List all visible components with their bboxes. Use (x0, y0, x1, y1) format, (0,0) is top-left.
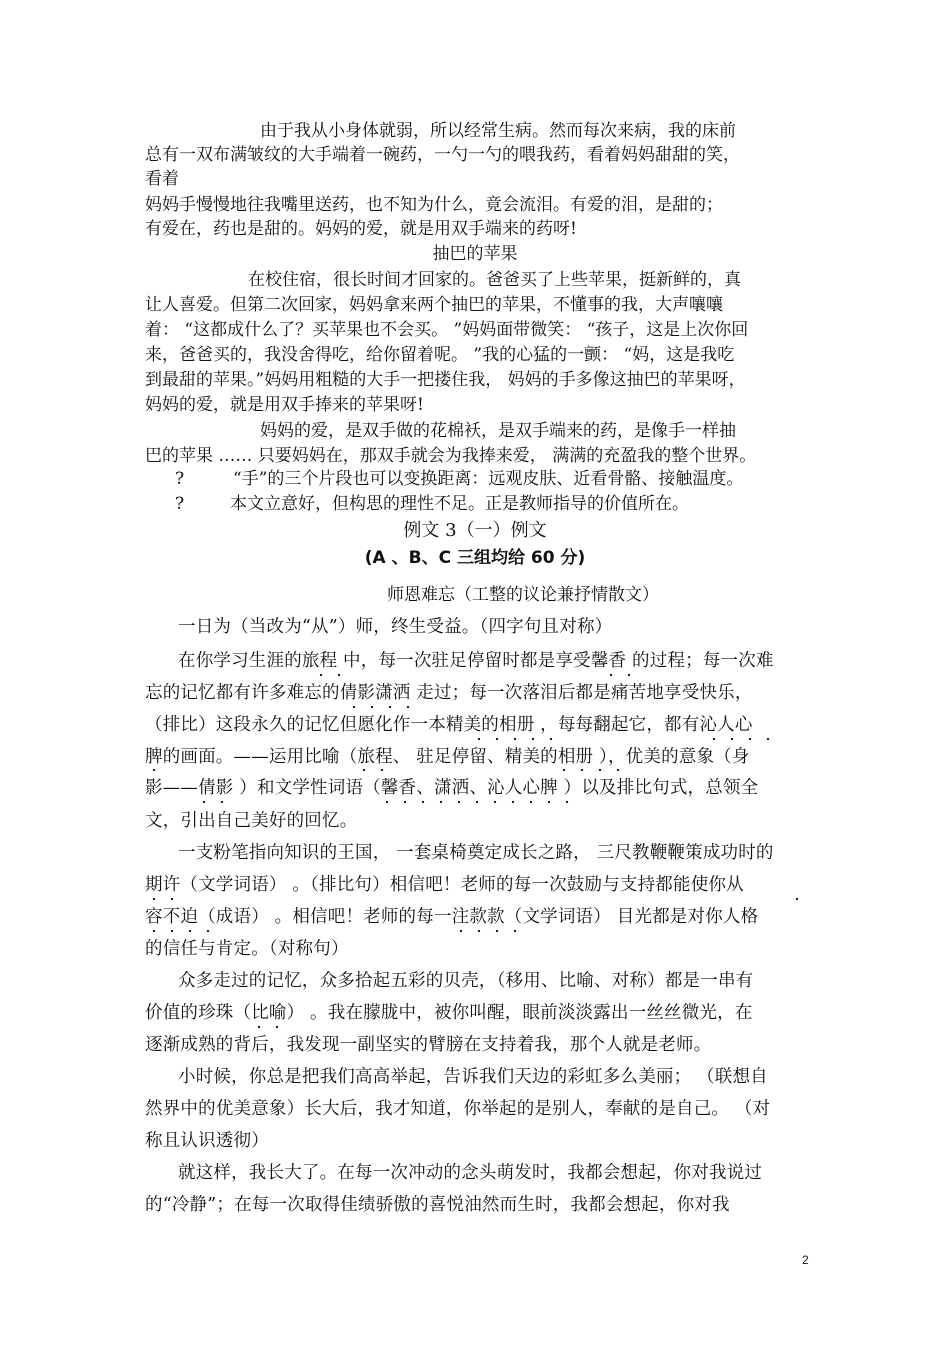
apple-line-3: 着： “这都成什么了？买苹果也不会买。 ”妈妈面带微笑： “孩子，这是上次你回 (145, 320, 749, 340)
page-number: 2 (802, 1253, 809, 1267)
body-p4-line-3: 逐渐成熟的背后，我发现一副坚实的臂膀在支持着我，那个人就是老师。 (145, 1035, 712, 1055)
bullet-mark-2: ? (175, 494, 185, 514)
body-p3-line-4: 的信任与肯定。（对称句） (145, 939, 349, 959)
emphasis-dots (195, 800, 231, 804)
emphasis-dots (312, 673, 348, 677)
summary-line-2: 巴的苹果 …… 只要妈妈在，那双手就会为我捧来爱， 满满的充盈我的整个世界。 (145, 446, 757, 466)
body-p5-line-1: 小时候，你总是把我们高高举起，告诉我们天边的彩虹多么美丽； （联想自 (178, 1067, 768, 1087)
example-scores: (A 、B、C 三组均给 60 分) (364, 548, 586, 568)
body-p4-line-2: 价值的珍珠（比喻） 。我在朦胧中，被你叫醒，眼前淡淡露出一丝丝微光，在 (145, 1003, 753, 1023)
apple-line-6: 妈妈的爱，就是用双手捧来的苹果呀! (145, 395, 424, 415)
top-line-2: 总有一双布满皱纹的大手端着一碗药，一勺一勺的喂我药，看着妈妈甜甜的笑， (145, 145, 740, 165)
bullet-text-2: 本文立意好，但构思的理性不足。正是教师指导的价值所在。 (230, 494, 689, 514)
emphasis-dots (378, 800, 576, 804)
emphasis-dots (355, 768, 391, 772)
emphasis-dots (788, 897, 806, 901)
apple-line-4: 来，爸爸买的，我没舍得吃，给你留着呢。 ”我的心猛的一颤： “妈，这是我吃 (145, 345, 735, 365)
body-p3-line-2: 期许（文学词语） 。（排比句）相信吧！老师的每一次鼓励与支持都能使你从 (145, 875, 744, 895)
essay-title: 师恩难忘（工整的议论兼抒情散文） (387, 585, 659, 605)
body-p3-line-3: 容不迫（成语） 。相信吧！老师的每一注款款（文学词语） 目光都是对你人格 (145, 907, 759, 927)
body-p4-line-1: 众多走过的记忆，众多拾起五彩的贝壳，（移用、比喻、对称）都是一串有 (178, 971, 754, 991)
emphasis-dots (705, 737, 777, 741)
body-p2-line-1: 在你学习生涯的旅程 中，每一次驻足停留时都是享受馨香 的过程；每一次难 (178, 651, 774, 671)
body-p5-line-3: 称且认识透彻） (145, 1131, 269, 1151)
emphasis-dots (555, 768, 627, 772)
emphasis-dots (452, 929, 524, 933)
bullet-text-1: “手”的三个片段也可以变换距离：远观皮肤、近看骨骼、接触温度。 (233, 469, 744, 489)
body-p2-line-3: （排比）这段永久的记忆但愿化作一本精美的相册 ，每每翻起它，都有沁人心 (145, 715, 753, 735)
body-p6-line-2: 的“冷静”；在每一次取得佳绩骄傲的喜悦油然而生时，我都会想起，你对我 (145, 1195, 730, 1215)
emphasis-dots (470, 737, 560, 741)
apple-line-1: 在校住宿，很长时间才回家的。爸爸买了上些苹果，挺新鲜的，真 (248, 270, 741, 290)
body-p2-line-5: 影——倩影 ）和文学性词语（馨香、潇洒、沁人心脾 ）以及排比句式，总领全 (145, 778, 759, 798)
example-heading: 例文 3（一）例文 (403, 520, 547, 541)
body-p6-line-1: 就这样，我长大了。在每一次冲动的念头萌发时，我都会想起，你对我说过 (178, 1163, 763, 1183)
emphasis-dots (145, 929, 217, 933)
bullet-mark-1: ? (175, 469, 185, 489)
body-p2-line-2: 忘的记忆都有许多难忘的倩影潇洒 走过；每一次落泪后都是痛苦地享受快乐， (145, 683, 753, 703)
body-p1: 一日为（当改为“从”）师，终生受益。（四字句且对称） (178, 617, 613, 637)
body-p3-line-1: 一支粉笔指向知识的王国， 一套桌椅奠定成长之路， 三尺教鞭鞭策成功时的 (178, 843, 774, 863)
emphasis-dots (345, 705, 417, 709)
emphasis-dots (145, 768, 163, 772)
top-line-1: 由于我从小身体就弱，所以经常生病。然而每次来病，我的床前 (260, 121, 736, 141)
top-line-3: 看着 (145, 169, 179, 189)
apple-line-2: 让人喜爱。但第二次回家，妈妈拿来两个抽巴的苹果，不懂事的我，大声嚷嚷 (145, 295, 723, 315)
top-line-5: 有爱在，药也是甜的。妈妈的爱，就是用双手端来的药呀! (145, 219, 577, 239)
emphasis-dots (602, 673, 638, 677)
summary-line-1: 妈妈的爱，是双手做的花棉袄，是双手端来的药，是像手一样抽 (260, 421, 736, 441)
emphasis-dots (250, 1025, 286, 1029)
apple-line-5: 到最甜的苹果。”妈妈用粗糙的大手一把搂住我， 妈妈的手多像这抽巴的苹果呀， (145, 370, 746, 390)
body-p2-line-4: 脾的画面。——运用比喻（旅程、 驻足停留、精美的相册 ），优美的意象（身 (145, 747, 750, 767)
section-title-apple: 抽巴的苹果 (432, 244, 518, 264)
body-p5-line-2: 然界中的优美意象）长大后，我才知道，你举起的是别人，奉献的是自己。 （对 (145, 1099, 771, 1119)
body-p2-line-6: 文，引出自己美好的回忆。 (145, 811, 358, 831)
top-line-4: 妈妈手慢慢地往我嘴里送药，也不知为什么，竟会流泪。有爱的泪，是甜的； (145, 195, 723, 215)
emphasis-dots (145, 897, 181, 901)
